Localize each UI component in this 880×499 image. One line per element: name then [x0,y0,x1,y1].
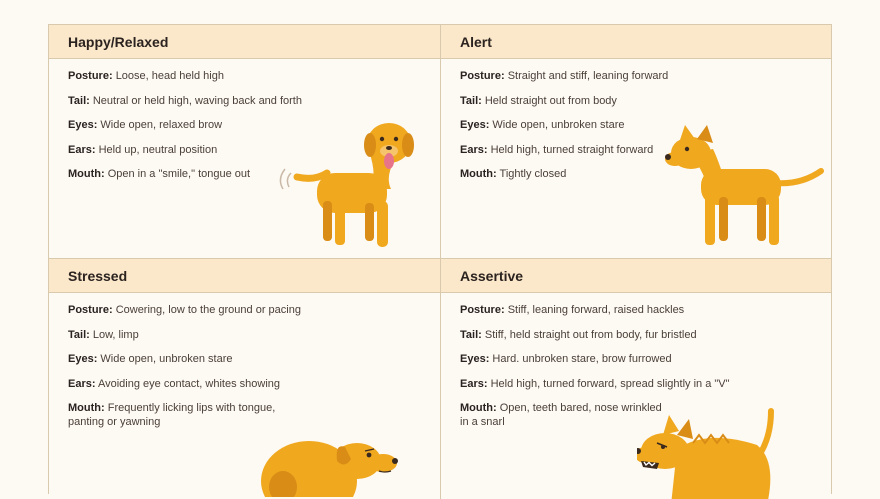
tail-row [68,94,440,108]
row-label: Eyes: [68,119,98,132]
row-label: Posture: [460,70,505,82]
row-value: Stiff, held straight out from body, fur bristled [484,328,697,341]
row-value: Cowering, low to the ground or pacing [115,304,301,316]
row-label: Tail: [68,328,90,341]
row-value: Frequently licking lips with tongue, panting or yawning [68,402,276,429]
row-value: Wide open, relaxed brow [100,119,223,132]
row-value: Avoiding eye contact, whites showing [97,377,280,390]
assertive-dog-illustration [637,389,787,499]
mouth-row [68,401,278,429]
row-value: Open in a "smile," tongue out [107,168,251,181]
row-value: Tightly closed [499,168,567,181]
row-label: Posture: [68,304,113,316]
ears-row [68,377,440,391]
row-label: Tail: [460,94,482,107]
quadrant-alert [441,25,831,259]
row-label: Ears: [460,377,488,390]
row-label: Mouth: [460,402,497,415]
eyes-row [460,352,831,366]
posture-row [460,69,831,83]
row-label: Ears: [460,143,488,156]
row-value: Held high, turned forward, spread slightly in a "V" [490,377,730,390]
alert-dog-illustration [665,125,829,253]
row-value: Open, teeth bared, nose wrinkled in a snarl [460,402,662,429]
stressed-dog-illustration [261,417,411,497]
row-label: Eyes: [460,353,490,366]
row-value: Held up, neutral position [98,143,218,156]
eyes-row [68,352,440,366]
dog-body-language-chart [48,24,832,494]
posture-row [68,303,440,317]
row-value: Wide open, unbroken stare [492,119,625,132]
quadrant-title: Alert [441,25,831,59]
row-value: Held high, turned straight forward [490,143,654,156]
row-value: Hard. unbroken stare, brow furrowed [492,353,672,366]
row-label: Mouth: [68,168,105,181]
quadrant-assertive [441,259,831,499]
tail-row [460,94,831,108]
row-label: Eyes: [460,119,490,132]
quadrant-title: Assertive [441,259,831,293]
row-label: Ears: [68,143,96,156]
row-label: Tail: [460,328,482,341]
row-label: Posture: [68,70,113,82]
row-label: Ears: [68,377,96,390]
posture-row [68,69,440,83]
quadrant-title: Happy/Relaxed [49,25,440,59]
tail-row [460,328,831,342]
row-value: Neutral or held high, waving back and forth [92,94,302,107]
row-value: Low, limp [92,328,139,341]
row-value: Wide open, unbroken stare [100,353,233,366]
quadrant-stressed [49,259,441,499]
quadrant-title: Stressed [49,259,440,293]
row-value: Held straight out from body [484,94,617,107]
happy-dog-illustration [277,121,427,255]
row-label: Mouth: [68,402,105,415]
row-label: Posture: [460,304,505,316]
row-label: Tail: [68,94,90,107]
row-label: Mouth: [460,168,497,181]
quadrant-happy-relaxed [49,25,441,259]
row-value: Loose, head held high [115,70,224,82]
row-value: Straight and stiff, leaning forward [507,70,669,82]
row-label: Eyes: [68,353,98,366]
posture-row [460,303,831,317]
row-value: Stiff, leaning forward, raised hackles [507,304,685,316]
tail-row [68,328,440,342]
